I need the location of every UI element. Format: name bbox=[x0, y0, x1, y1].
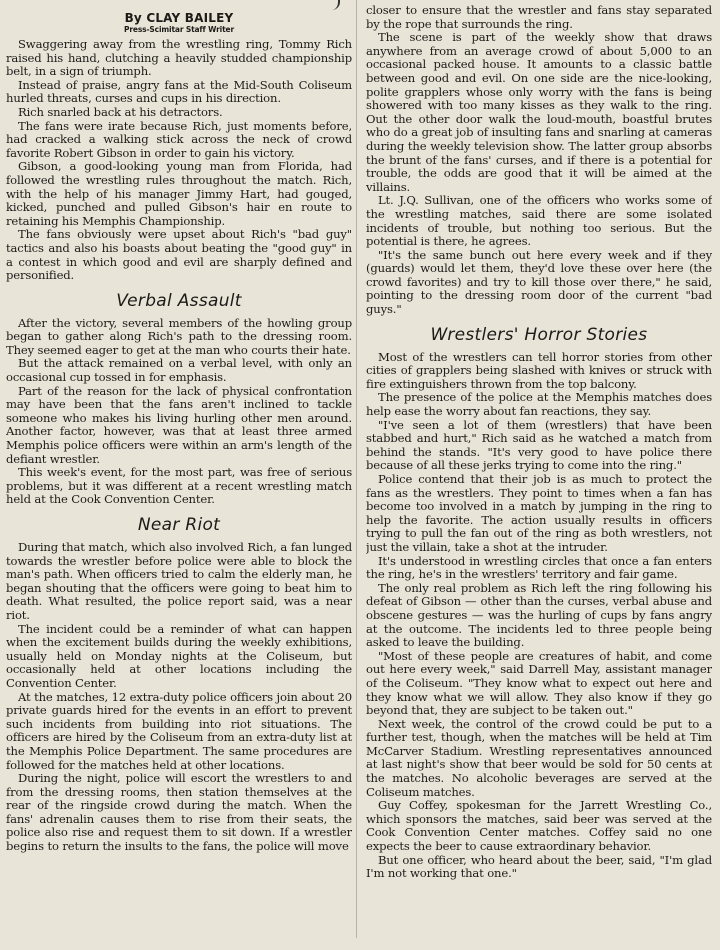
article-paragraph: Most of the wrestlers can tell horror stories from other cities of grapplers being slashed with knives or struck with fire extinguishers thrown from the top balcony. bbox=[366, 349, 712, 391]
article-paragraph: After the victory, several members of the howling group began to gather along Rich's path to the dressing room. They seemed eager to get at the man who courts their hate. bbox=[6, 315, 352, 357]
section-subhead: Verbal Assault bbox=[116, 290, 242, 311]
article-paragraph: It's understood in wrestling circles that once a fan enters the ring, he's in the wrestlers' territory and fair game. bbox=[366, 553, 712, 582]
article-paragraph: During the night, police will escort the wrestlers to and from the dressing rooms, then station themselves at the rear of the ringside crowd during the match. When the fans' adrenalin causes them to rise from their seats, the police also rise and request them to sit down. If a wrestler begins to return the insults to the fans, the police will move bbox=[6, 771, 352, 854]
article-paragraph: Guy Coffey, spokesman for the Jarrett Wrestling Co., which sponsors the matches, said beer was served at the Cook Convention Center matches. Coffey said no one expects the beer to cause extraordinary behavior. bbox=[366, 798, 712, 854]
article-paragraph: Next week, the control of the crowd could be put to a further test, though, when the matches will be held at Tim McCarver Stadium. Wrestling representatives announced at last night's show that beer would be sold for 50 cents at the matches. No alcoholic beverages are served at the Coliseum matches. bbox=[366, 716, 712, 799]
article-paragraph: Rich snarled back at his detractors. bbox=[18, 104, 223, 119]
article-paragraph: At the matches, 12 extra-duty police officers join about 20 private guards hired for the events in an effort to prevent such incidents from building into riot situations. The officers are hired by the Coliseum from an extra-duty list at the Memphis Police Department. The same procedures are followed for the matches held at other locations. bbox=[6, 689, 352, 772]
article-paragraph: The only real problem as Rich left the ring following his defeat of Gibson — other than the curses, verbal abuse and obscene gestures — was the hurling of cups by fans angry at the outcome. The incidents led to three people being asked to leave the building. bbox=[366, 580, 712, 650]
article-paragraph: But the attack remained on a verbal level, with only an occasional cup tossed in for emphasis. bbox=[6, 356, 352, 385]
article-paragraph: The fans obviously were upset about Rich's "bad guy" tactics and also his boasts about beating the "good guy" in a contest in which good and evil are sharply defined and personified. bbox=[6, 227, 352, 283]
staff-credit: Press-Scimitar Staff Writer bbox=[124, 25, 234, 34]
article-paragraph: Part of the reason for the lack of physical confrontation may have been that the fans aren't inclined to tackle someone who makes his living hurling other men around. Another factor, however, was that at least three armed Memphis police officers were within an arm's length of the defiant wrestler. bbox=[6, 383, 352, 466]
article-paragraph: The presence of the police at the Memphis matches does help ease the worry about fan reactions, they say. bbox=[366, 390, 712, 419]
article-paragraph: The incident could be a reminder of what can happen when the excitement builds during the weekly exhibitions, usually held on Monday nights at the Coliseum, but occasionally held at other locations including the Convention Center. bbox=[6, 621, 352, 690]
left-column-body bbox=[6, 38, 352, 854]
article-paragraph: "It's the same bunch out here every week and if they (guards) would let them, they'd love these over here (the crowd favorites) and try to kill those over there," he said, pointing to the dressing room door of the current "bad guys." bbox=[366, 247, 712, 317]
article-paragraph: Police contend that their job is as much to protect the fans as the wrestlers. They point to times when a fan has become too involved in a match by jumping in the ring to help the favorite. The action usually results in officers trying to pull the fan out of the ring as both wrestlers, not just the villain, take a shot at the intruder. bbox=[366, 472, 712, 554]
article-paragraph: Gibson, a good-looking young man from Florida, had followed the wrestling rules throughout the match. Rich, with the help of his manager Jimmy Hart, had gouged, kicked, punched and pulled Gibson's hair en route to retaining his Memphis Championship. bbox=[6, 159, 352, 228]
section-subhead: Near Riot bbox=[137, 515, 221, 535]
section-subhead: Wrestlers' Horror Stories bbox=[430, 324, 648, 345]
article-paragraph: The fans were irate because Rich, just moments before, had cracked a walking stick across the neck of crowd favorite Robert Gibson in order to gain his victory. bbox=[6, 118, 352, 160]
article-paragraph: closer to ensure that the wrestler and fans stay separated by the rope that surrounds the ring. bbox=[366, 3, 712, 31]
article-paragraph: "I've seen a lot of them (wrestlers) that have been stabbed and hurt," Rich said as he watched a match from behind the stands. "It's very good to have police there because of all these jerks trying to come into the ring." bbox=[366, 417, 712, 473]
right-column-body bbox=[366, 4, 712, 881]
article-paragraph: But one officer, who heard about the beer, said, "I'm glad I'm not working that one." bbox=[366, 852, 712, 881]
article-paragraph: During that match, which also involved Rich, a fan lunged towards the wrestler before police were able to block the man's path. When officers tried to calm the elderly man, he began shouting that the officers were going to beat him to death. What resulted, the police report said, was a near riot. bbox=[6, 540, 352, 622]
article-paragraph: Swaggering away from the wrestling ring, Tommy Rich raised his hand, clutching a heavily studded championship belt, in a sign of triumph. bbox=[6, 37, 352, 79]
byline: By CLAY BAILEY bbox=[124, 11, 234, 25]
article-paragraph: Lt. J.Q. Sullivan, one of the officers who works some of the wrestling matches, said there are some isolated incidents of trouble, but nothing too serious. But the potential is there, he agrees. bbox=[366, 193, 712, 249]
article-paragraph: The scene is part of the weekly show that draws anywhere from an average crowd of about 5,000 to an occasional packed house. It amounts to a classic battle between good and evil. On one side are the nice-looking, polite grapplers whose only worry with the fans is being showered with too many kisses as they walk to the ring. Out the other door walk the loud-mouth, boastful brutes who do a great job of insulting fans and snarling at cameras during the weekly television show. The latter group absorbs the brunt of the fans' curses, and if there is a potential for trouble, the odds are good that it will be aimed at the villains. bbox=[366, 30, 712, 194]
right-column bbox=[366, 0, 712, 942]
article-paragraph: Instead of praise, angry fans at the Mid-South Coliseum hurled threats, curses and cups in his direction. bbox=[6, 77, 352, 106]
left-column bbox=[6, 0, 352, 950]
article-paragraph: This week's event, for the most part, was free of serious problems, but it was different at a recent wrestling match held at the Cook Convention Center. bbox=[6, 465, 352, 507]
article-paragraph: "Most of these people are creatures of habit, and come out here every week," said Darrell May, assistant manager of the Coliseum. "They know what to expect out here and they know what we will allow. They also know if they go beyond that, they are subject to be taken out." bbox=[366, 648, 712, 718]
column-divider bbox=[356, 0, 357, 938]
